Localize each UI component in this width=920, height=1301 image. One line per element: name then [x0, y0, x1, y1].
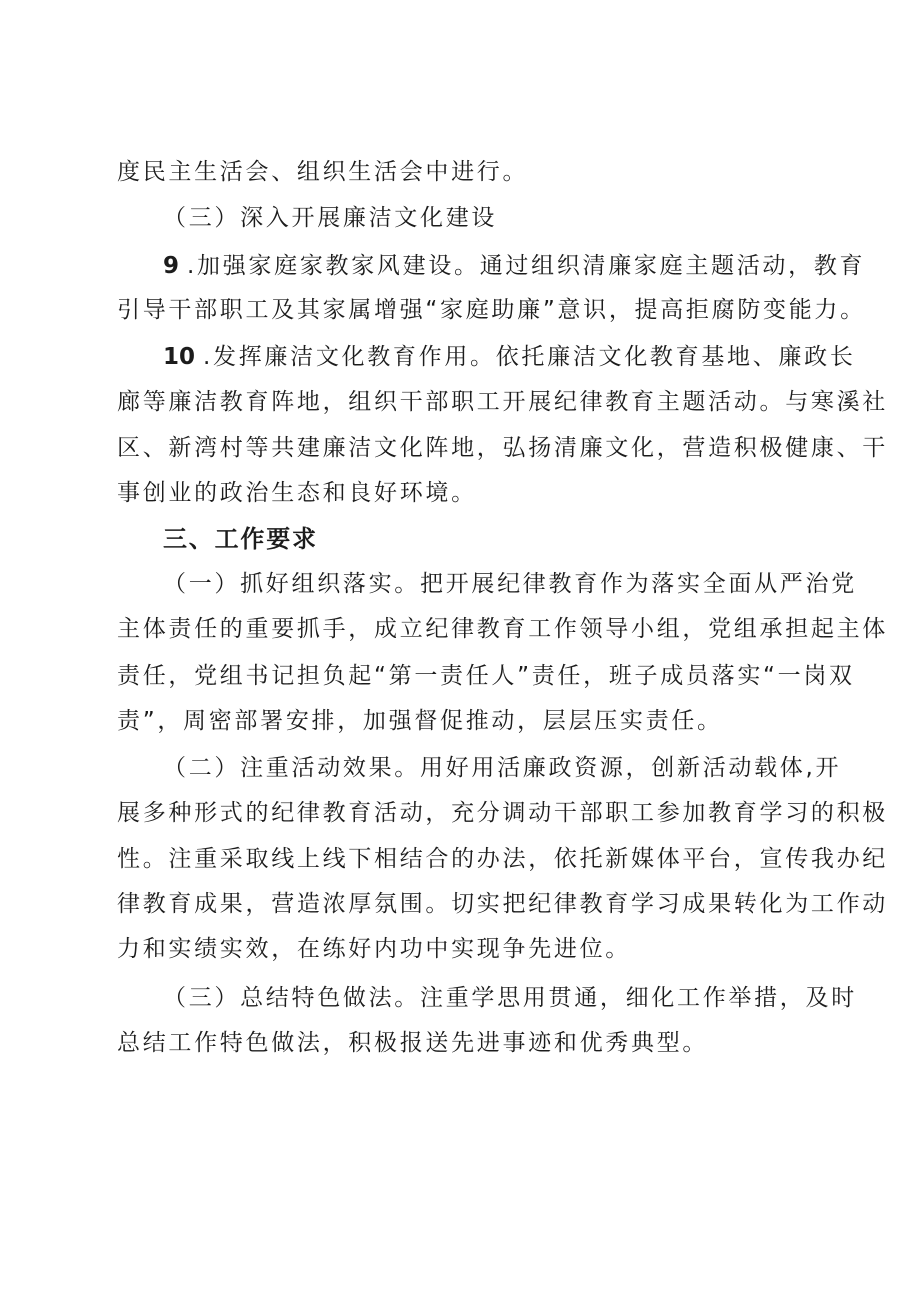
paragraph-line: 总结工作特色做法，积极报送先进事迹和优秀典型。 — [117, 1030, 709, 1056]
paragraph-line: 律教育成果，营造浓厚氛围。切实把纪律教育学习成果转化为工作动 — [117, 891, 888, 917]
paragraph-line: 性。注重采取线上线下相结合的办法，依托新媒体平台，宣传我办纪 — [117, 846, 888, 872]
item-text: .加强家庭家教家风建设。通过组织清廉家庭主题活动，教育 — [187, 253, 866, 279]
paragraph-line: （三）总结特色做法。注重学思用贯通，细化工作举措，及时 — [163, 985, 857, 1011]
paragraph-line: 展多种形式的纪律教育活动，充分调动干部职工参加教育学习的积极 — [117, 800, 888, 826]
paragraph-line: （一）抓好组织落实。把开展纪律教育作为落实全面从严治党 — [163, 571, 857, 597]
item-text: .发挥廉洁文化教育作用。依托廉洁文化教育基地、廉政长 — [203, 344, 856, 370]
paragraph-line: 力和实绩实效，在练好内功中实现争先进位。 — [117, 936, 631, 962]
paragraph-line — [163, 251, 865, 281]
section-heading: 三、工作要求 — [163, 525, 318, 553]
item-number: 9 — [163, 253, 180, 279]
paragraph-line: 度民主生活会、组织生活会中进行。 — [117, 159, 529, 185]
paragraph-line: 廊等廉洁教育阵地，组织干部职工开展纪律教育主题活动。与寒溪社 — [117, 389, 888, 415]
paragraph-line: 事创业的政治生态和良好环境。 — [117, 480, 477, 506]
paragraph-line: 责任，党组书记担负起“第一责任人”责任，班子成员落实“一岗双 — [117, 663, 855, 689]
paragraph-line: 引导干部职工及其家属增强“家庭助廉”意识，提高拒腐防变能力。 — [117, 297, 866, 323]
paragraph-line — [163, 342, 856, 372]
paragraph-line: （二）注重活动效果。用好用活廉政资源，创新活动载体,开 — [163, 755, 842, 781]
paragraph-line: 责”，周密部署安排，加强督促推动，层层压实责任。 — [117, 708, 723, 734]
paragraph-line: 区、新湾村等共建廉洁文化阵地，弘扬清廉文化，营造积极健康、干 — [117, 435, 888, 461]
paragraph-line: 主体责任的重要抓手，成立纪律教育工作领导小组，党组承担起主体 — [117, 616, 888, 642]
subsection-heading: （三）深入开展廉洁文化建设 — [163, 205, 498, 231]
item-number: 10 — [163, 344, 196, 370]
